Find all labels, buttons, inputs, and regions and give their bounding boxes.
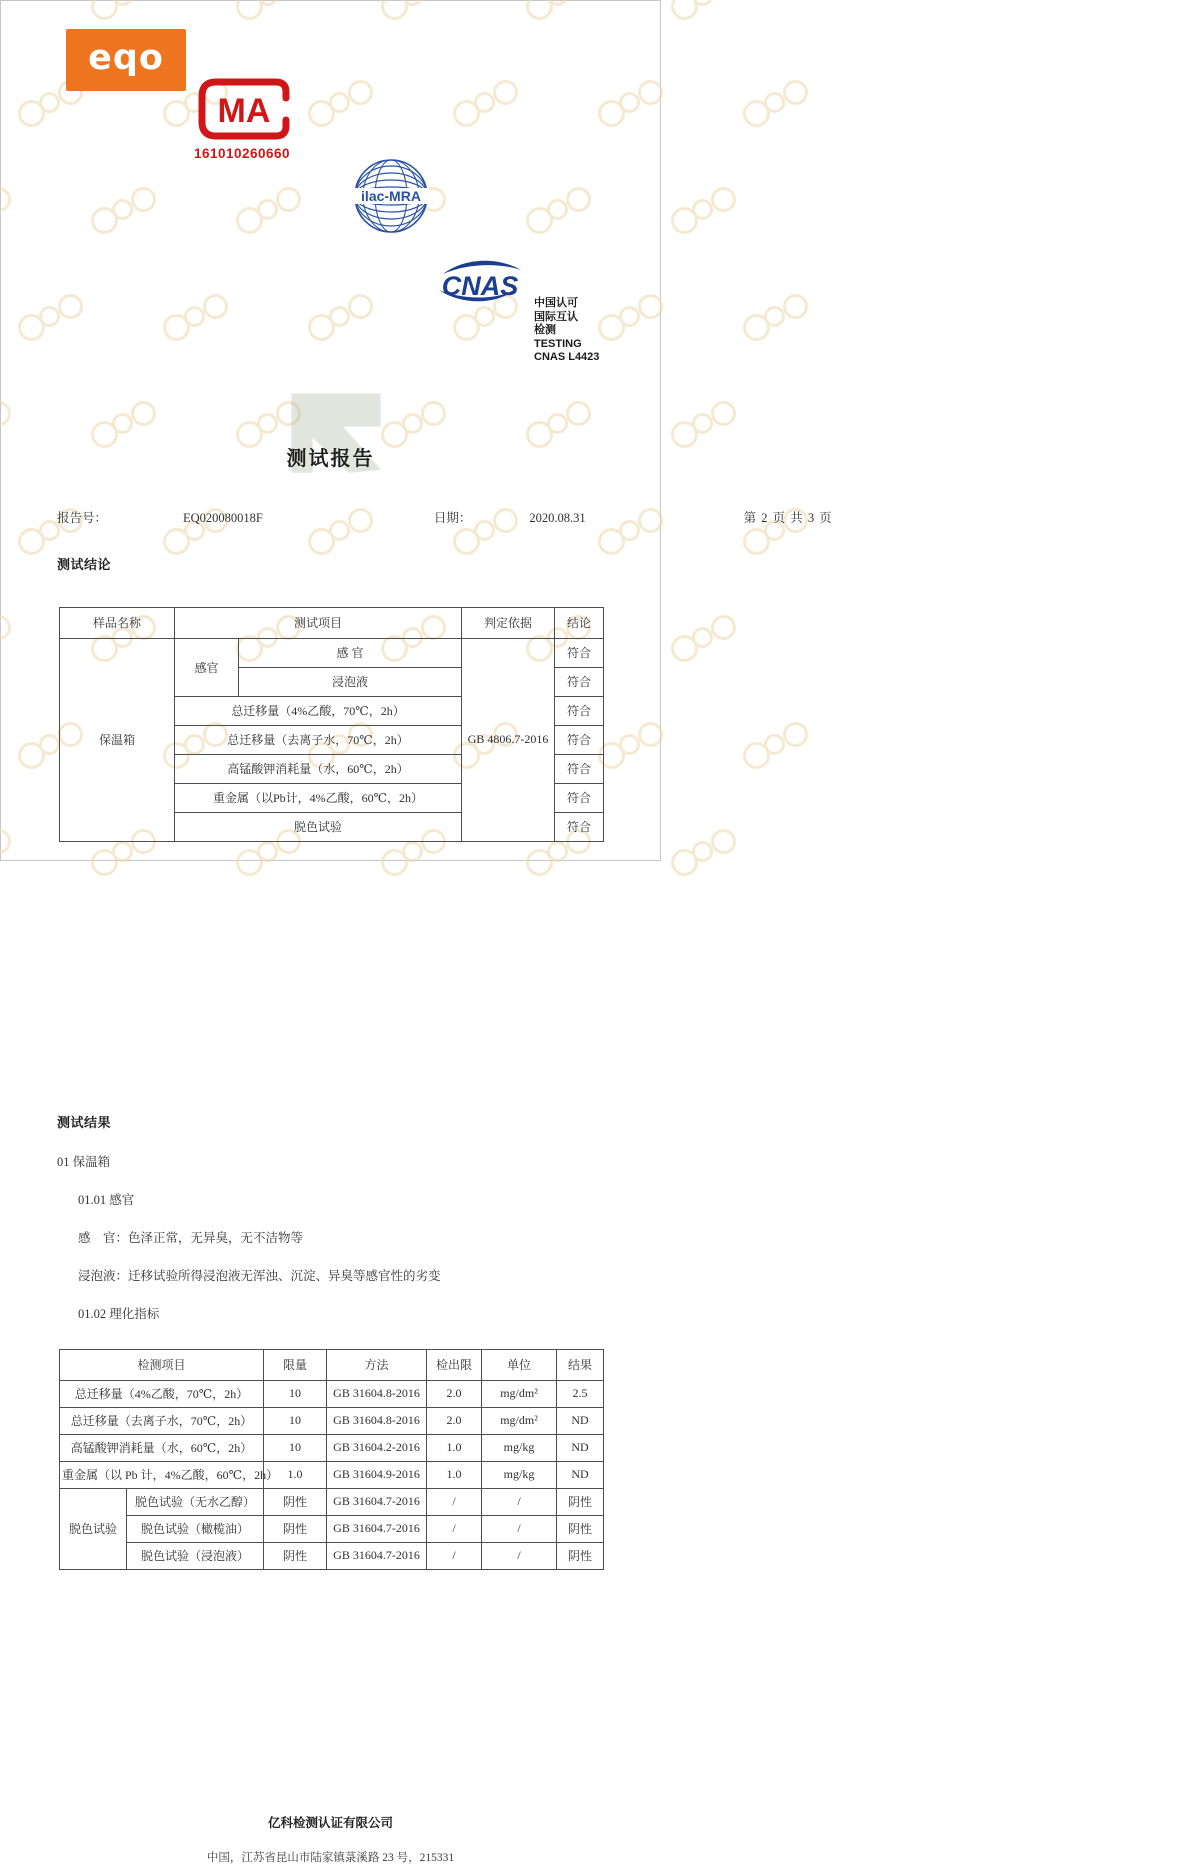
table-row bbox=[60, 1380, 604, 1407]
eqo-logo bbox=[66, 29, 186, 91]
eqo-watermark-icon bbox=[91, 187, 163, 239]
conclusion-table bbox=[59, 607, 604, 842]
eqo-watermark-icon bbox=[743, 722, 815, 774]
eqo-watermark-icon bbox=[381, 0, 453, 25]
svg-text:ilac-MRA: ilac-MRA bbox=[361, 188, 421, 204]
accreditation-line: 国际互认 bbox=[534, 310, 578, 323]
result-cell: ND bbox=[557, 1407, 604, 1434]
table-row bbox=[60, 1488, 604, 1515]
lod-cell: 2.0 bbox=[427, 1380, 482, 1407]
unit-cell: / bbox=[482, 1488, 557, 1515]
col-header-limit: 限量 bbox=[264, 1349, 327, 1380]
svg-text:MA: MA bbox=[217, 92, 271, 130]
eqo-watermark-icon bbox=[0, 829, 18, 881]
sensory-group-cell: 感官 bbox=[175, 638, 239, 696]
eqo-watermark-icon bbox=[453, 80, 525, 132]
unit-cell: mg/kg bbox=[482, 1461, 557, 1488]
test-item-cell: 重金属（以Pb计，4%乙酸，60℃，2h） bbox=[175, 783, 462, 812]
col-header-basis: 判定依据 bbox=[462, 607, 555, 638]
test-item-cell: 高锰酸钾消耗量（水，60℃，2h） bbox=[175, 754, 462, 783]
eqo-watermark-icon bbox=[236, 187, 308, 239]
page-title: 测试报告 bbox=[286, 447, 375, 470]
cma-logo bbox=[192, 78, 292, 161]
unit-cell: / bbox=[482, 1542, 557, 1569]
limit-cell: 10 bbox=[264, 1407, 327, 1434]
eqo-watermark-icon bbox=[671, 0, 743, 25]
eqo-watermark-icon bbox=[18, 294, 90, 346]
ilac-mra-logo bbox=[352, 157, 1011, 240]
result-line: 01 保温箱 bbox=[57, 1154, 111, 1169]
result-cell: ND bbox=[557, 1461, 604, 1488]
conclusion-cell: 符合 bbox=[555, 812, 604, 841]
lod-cell: / bbox=[427, 1542, 482, 1569]
test-item-cell: 感 官 bbox=[239, 638, 462, 667]
col-header-result: 结果 bbox=[557, 1349, 604, 1380]
report-no-value: EQ020080018F bbox=[183, 510, 263, 525]
table-header-row bbox=[60, 607, 604, 638]
conclusion-cell: 符合 bbox=[555, 754, 604, 783]
method-cell: GB 31604.7-2016 bbox=[327, 1515, 427, 1542]
result-line: 感 官：色泽正常，无异臭，无不洁物等 bbox=[78, 1230, 304, 1245]
method-cell: GB 31604.8-2016 bbox=[327, 1407, 427, 1434]
col-header-conclusion: 结论 bbox=[555, 607, 604, 638]
page-number-info: 第 2 页 共 3 页 bbox=[743, 510, 833, 525]
eqo-watermark-icon bbox=[0, 187, 18, 239]
eqo-watermark-icon bbox=[598, 80, 670, 132]
result-cell: 阴性 bbox=[557, 1542, 604, 1569]
test-item-cell: 浸泡液 bbox=[239, 667, 462, 696]
result-cell: 阴性 bbox=[557, 1488, 604, 1515]
limit-cell: 阴性 bbox=[264, 1542, 327, 1569]
eqo-watermark-icon bbox=[0, 615, 18, 667]
unit-cell: mg/kg bbox=[482, 1434, 557, 1461]
table-row bbox=[60, 1461, 604, 1488]
result-line: 浸泡液：迁移试验所得浸泡液无浑浊、沉淀、异臭等感官性的劣变 bbox=[78, 1268, 441, 1283]
method-cell: GB 31604.2-2016 bbox=[327, 1434, 427, 1461]
eqo-watermark-icon bbox=[598, 508, 670, 560]
limit-cell: 阴性 bbox=[264, 1515, 327, 1542]
ilac-mra-globe-icon bbox=[352, 157, 430, 235]
basis-cell: GB 4806.7-2016 bbox=[462, 638, 555, 841]
test-item-cell: 脱色试验 bbox=[175, 812, 462, 841]
svg-text:CNAS: CNAS bbox=[441, 271, 519, 301]
method-cell: GB 31604.7-2016 bbox=[327, 1488, 427, 1515]
eqo-watermark-icon bbox=[308, 508, 380, 560]
eqo-watermark-icon bbox=[598, 722, 670, 774]
eqo-watermark-icon bbox=[0, 0, 18, 25]
eqo-logo-text: eqo bbox=[88, 37, 164, 78]
conclusion-cell: 符合 bbox=[555, 725, 604, 754]
accreditation-line: CNAS L4423 bbox=[534, 351, 600, 363]
col-header-method: 方法 bbox=[327, 1349, 427, 1380]
limit-cell: 10 bbox=[264, 1380, 327, 1407]
table-row bbox=[60, 1515, 604, 1542]
conclusion-cell: 符合 bbox=[555, 783, 604, 812]
accreditation-line: 检测 bbox=[534, 324, 556, 336]
eqo-watermark-icon bbox=[91, 0, 163, 25]
sample-name-cell: 保温箱 bbox=[60, 638, 175, 841]
table-row bbox=[60, 1434, 604, 1461]
accreditation-line: TESTING bbox=[534, 337, 582, 350]
table-row bbox=[60, 1407, 604, 1434]
decolor-group-cell: 脱色试验 bbox=[60, 1488, 127, 1569]
date-label: 日期： bbox=[433, 510, 472, 525]
table-row bbox=[60, 1542, 604, 1569]
test-item-cell: 总迁移量（4%乙酸，70℃，2h） bbox=[60, 1380, 264, 1407]
lod-cell: / bbox=[427, 1515, 482, 1542]
test-item-cell: 脱色试验（无水乙醇） bbox=[127, 1488, 264, 1515]
accreditation-line: 中国认可 bbox=[534, 297, 578, 309]
eqo-watermark-icon bbox=[526, 0, 598, 25]
test-item-cell: 脱色试验（浸泡液） bbox=[127, 1542, 264, 1569]
lod-cell: 1.0 bbox=[427, 1434, 482, 1461]
test-item-cell: 脱色试验（橄榄油） bbox=[127, 1515, 264, 1542]
accreditation-text-block bbox=[534, 297, 1193, 365]
lod-cell: / bbox=[427, 1488, 482, 1515]
footer-address: 中国，江苏省昆山市陆家镇菉溪路 23 号，215331 bbox=[206, 1851, 455, 1864]
eqo-watermark-icon bbox=[163, 294, 235, 346]
test-item-cell: 总迁移量（4%乙酸，70℃，2h） bbox=[175, 696, 462, 725]
test-item-cell: 总迁移量（去离子水，70℃，2h） bbox=[60, 1407, 264, 1434]
method-cell: GB 31604.9-2016 bbox=[327, 1461, 427, 1488]
result-cell: ND bbox=[557, 1434, 604, 1461]
eqo-watermark-icon bbox=[308, 80, 380, 132]
limit-cell: 阴性 bbox=[264, 1488, 327, 1515]
limit-cell: 1.0 bbox=[264, 1461, 327, 1488]
results-table bbox=[59, 1349, 604, 1570]
results-section-heading: 测试结果 bbox=[57, 1114, 112, 1130]
report-no-label: 报告号： bbox=[57, 510, 108, 525]
eqo-watermark-icon bbox=[308, 294, 380, 346]
method-cell: GB 31604.7-2016 bbox=[327, 1542, 427, 1569]
eqo-watermark-icon bbox=[743, 80, 815, 132]
col-header-unit: 单位 bbox=[482, 1349, 557, 1380]
test-item-cell: 总迁移量（去离子水，70℃，2h） bbox=[175, 725, 462, 754]
test-item-cell: 重金属（以 Pb 计，4%乙酸，60℃，2h） bbox=[60, 1461, 264, 1488]
result-line: 01.02 理化指标 bbox=[78, 1306, 160, 1321]
conclusion-cell: 符合 bbox=[555, 696, 604, 725]
footer-company-name: 亿科检测认证有限公司 bbox=[267, 1815, 393, 1830]
conclusion-cell: 符合 bbox=[555, 638, 604, 667]
eqo-watermark-icon bbox=[671, 615, 743, 667]
test-item-cell: 高锰酸钾消耗量（水，60℃，2h） bbox=[60, 1434, 264, 1461]
date-value: 2020.08.31 bbox=[529, 510, 586, 525]
limit-cell: 10 bbox=[264, 1434, 327, 1461]
unit-cell: / bbox=[482, 1515, 557, 1542]
cma-certificate-number: 161010260660 bbox=[193, 146, 291, 161]
method-cell: GB 31604.8-2016 bbox=[327, 1380, 427, 1407]
col-header-sample: 样品名称 bbox=[60, 607, 175, 638]
eqo-watermark-icon bbox=[671, 829, 743, 881]
conclusion-section-heading: 测试结论 bbox=[57, 556, 112, 572]
lod-cell: 2.0 bbox=[427, 1407, 482, 1434]
table-row bbox=[60, 638, 604, 667]
result-line: 01.01 感官 bbox=[78, 1192, 135, 1207]
col-header-item: 检测项目 bbox=[60, 1349, 264, 1380]
eqo-watermark-icon bbox=[671, 401, 743, 453]
conclusion-cell: 符合 bbox=[555, 667, 604, 696]
lod-cell: 1.0 bbox=[427, 1461, 482, 1488]
eqo-watermark-icon bbox=[236, 0, 308, 25]
col-header-lod: 检出限 bbox=[427, 1349, 482, 1380]
cnas-mark-icon bbox=[435, 255, 525, 307]
result-cell: 阴性 bbox=[557, 1515, 604, 1542]
table-header-row bbox=[60, 1349, 604, 1380]
unit-cell: mg/dm² bbox=[482, 1407, 557, 1434]
cma-mark-icon bbox=[192, 78, 292, 140]
col-header-item: 测试项目 bbox=[175, 607, 462, 638]
result-cell: 2.5 bbox=[557, 1380, 604, 1407]
unit-cell: mg/dm² bbox=[482, 1380, 557, 1407]
